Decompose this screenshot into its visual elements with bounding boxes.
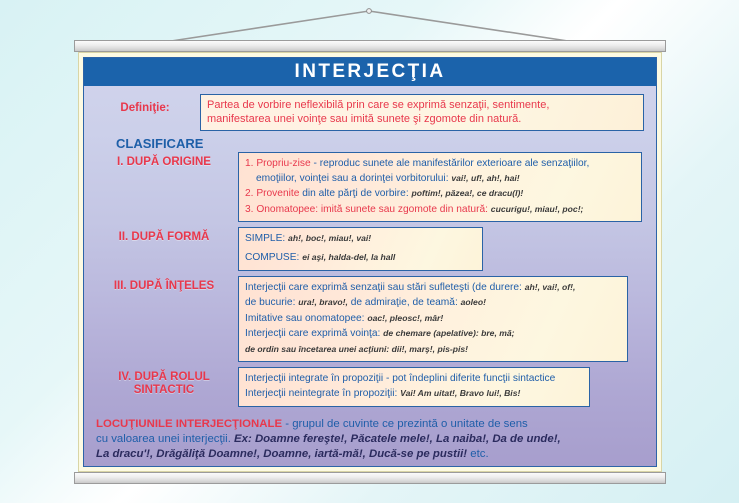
page-title: INTERJECŢIA — [294, 61, 446, 82]
section-forma — [90, 227, 650, 270]
rol-line-1 — [245, 371, 584, 386]
inteles-line-2-examples2: aoleo! — [460, 297, 486, 308]
poster-frame — [78, 52, 662, 472]
poster-title-bar — [84, 58, 656, 86]
origine-item-3-term: Onomatopee — [256, 203, 316, 215]
origine-item-2 — [245, 186, 636, 201]
forma-simple-sep: : — [282, 233, 289, 245]
poster-content — [84, 86, 656, 466]
section-box-inteles — [238, 276, 628, 362]
poster-top-rail — [74, 40, 666, 52]
origine-item-3-examples: cucurigu!, miau!, poc!; — [490, 203, 584, 214]
origine-item-1-term: Propriu-zise — [256, 158, 311, 169]
poster-bottom-rail — [74, 472, 666, 484]
footer-text-1: grupul de cuvinte ce prezintă o unitate de sens — [292, 417, 528, 430]
section-label-inteles: III. DUPĂ ÎNŢELES — [113, 279, 215, 292]
forma-simple-head: SIMPLE — [245, 233, 283, 245]
inteles-line-3-text: Imitative sau onomatopee: — [245, 312, 368, 324]
rol-sintactic-label-line2: SINTACTIC — [133, 383, 195, 396]
definition-box — [200, 94, 644, 131]
rol-line-2-examples: Vai! Am uitat!, Bravo lui!, Bis! — [400, 388, 521, 399]
footer-line-1 — [96, 417, 644, 432]
origine-item-1-text2: emoţiilor, voinţei sau a dorinţei vorbitorului: — [256, 172, 452, 184]
locutiuni-footer — [92, 416, 648, 464]
inteles-line-1-examples: ah!, vai!, of!, — [524, 281, 576, 292]
inteles-line-2-text: de bucurie: — [245, 297, 299, 309]
origine-item-1-examples: vai!, uf!, ah!, hai! — [451, 172, 520, 183]
classification-header: CLASIFICARE — [116, 136, 204, 151]
inteles-line-1 — [245, 280, 622, 295]
inteles-line-3-examples: oac!, pleosc!, mâr! — [367, 312, 444, 323]
origine-item-3-text: : imită sunete sau zgomote din natură: — [315, 203, 491, 215]
footer-dash: - — [282, 417, 293, 430]
inteles-line-2-examples: ura!, bravo!, — [298, 297, 348, 308]
rol-line-2-text: Interjecţii neintegrate în propoziţii: — [245, 388, 401, 400]
section-box-forma — [238, 227, 483, 270]
forma-compuse-sep: : — [296, 251, 303, 263]
origine-item-2-examples: poftim!, păzea!, ce dracu(l)! — [411, 188, 524, 199]
origine-item-3 — [245, 202, 636, 217]
origine-item-1-text: - reproduc sunete ale manifestărilor exterioare ale senzaţiilor, — [310, 158, 590, 169]
rol-line-1-text: Interjecţii integrate în propoziţii - pot îndeplini diferite funcţii sintactice — [245, 372, 556, 384]
inteles-line-5-examples: de ordin sau încetarea unei acţiuni: dii!, marş!, pis-pis! — [245, 343, 469, 354]
definition-line-1: Partea de vorbire neflexibilă prin care se exprimă senzaţii, sentimente, — [207, 99, 550, 111]
poster-sheet — [83, 57, 657, 467]
section-label-forma: II. DUPĂ FORMĂ — [118, 231, 210, 244]
inteles-line-3 — [245, 311, 622, 326]
inteles-line-2 — [245, 295, 622, 310]
footer-ex-label: Ex: — [230, 432, 255, 445]
inteles-line-4 — [245, 326, 622, 341]
section-box-rol-sintactic — [238, 367, 590, 407]
forma-compuse-examples: ei aşi, halda-del, la hall — [302, 251, 396, 262]
origine-item-2-text: din alte părţi de vorbire: — [299, 188, 412, 200]
footer-examples-1: Doamne fereşte!, Păcatele mele!, La naiba!, Da de unde!, — [254, 432, 561, 445]
section-label-rol-sintactic — [90, 367, 238, 397]
origine-item-1-num: 1. — [245, 158, 257, 169]
inteles-line-5 — [245, 342, 622, 356]
footer-line-3 — [96, 447, 644, 462]
rol-line-2 — [245, 386, 584, 401]
forma-simple-examples: ah!, boc!, miau!, vai! — [288, 233, 372, 244]
forma-item-simple — [245, 231, 477, 246]
origine-item-3-num: 3. — [245, 203, 257, 215]
rol-sintactic-label-line1: IV. DUPĂ ROLUL — [118, 370, 210, 383]
forma-compuse-head: COMPUSE — [245, 251, 297, 263]
footer-title: LOCUŢIUNILE INTERJECŢIONALE — [96, 417, 283, 430]
origine-item-1 — [245, 156, 636, 185]
footer-text-2: cu valoarea unei interjecţii. — [96, 432, 231, 445]
inteles-line-4-examples: de chemare (apelative): bre, mă; — [383, 328, 515, 339]
section-box-origine — [238, 152, 642, 222]
section-origine — [90, 152, 650, 222]
inteles-line-4-text: Interjecţii care exprimă voinţa: — [245, 328, 384, 340]
inteles-line-1-text: Interjecţii care exprimă senzaţii sau stări sufleteşti (de durere: — [245, 281, 525, 293]
forma-item-compuse — [245, 250, 477, 265]
section-inteles — [90, 276, 650, 362]
footer-etc: etc. — [467, 447, 489, 460]
origine-item-2-term: Provenite — [256, 188, 300, 200]
footer-line-2 — [96, 432, 644, 447]
section-label-origine: I. DUPĂ ORIGINE — [117, 156, 211, 168]
footer-examples-2: La dracu'!, Drăgăliţă Doamne!, Doamne, iartă-mă!, Ducă-se pe pustii! — [96, 447, 468, 460]
section-rol-sintactic — [90, 367, 650, 407]
definition-row — [90, 94, 650, 131]
definition-line-2: manifestarea unei voinţe sau imită sunete şi zgomote din natură. — [207, 113, 522, 125]
inteles-line-2-text2: de admiraţie, de teamă: — [347, 297, 461, 309]
origine-item-2-num: 2. — [245, 188, 257, 200]
definition-label: Definiţie: — [120, 102, 170, 114]
